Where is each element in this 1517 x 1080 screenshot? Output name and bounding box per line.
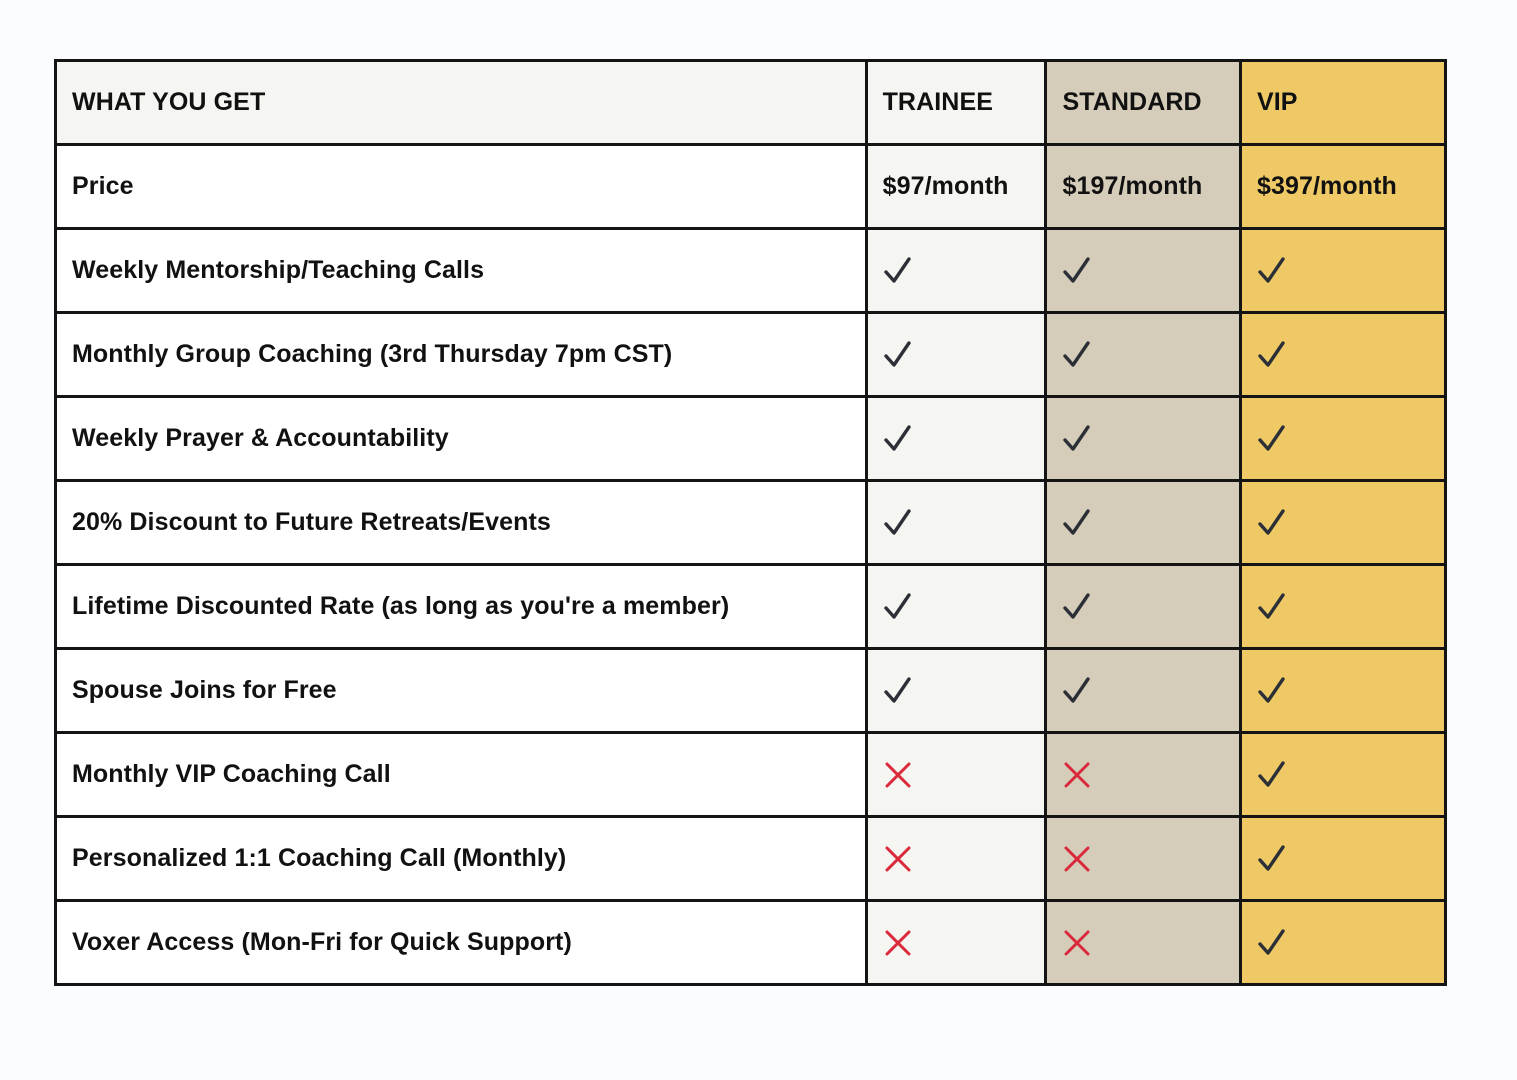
- feature-standard-cell: [1046, 313, 1241, 397]
- feature-label: Voxer Access (Mon-Fri for Quick Support): [56, 901, 867, 985]
- feature-standard-cell: [1046, 649, 1241, 733]
- feature-row: [56, 397, 1446, 481]
- check-icon: [1062, 340, 1092, 370]
- price-row: [56, 145, 1446, 229]
- feature-standard-cell: [1046, 817, 1241, 901]
- check-icon: [1257, 844, 1287, 874]
- feature-trainee-cell: [866, 565, 1046, 649]
- price-vip: $397/month: [1240, 145, 1445, 229]
- cross-icon: [883, 760, 913, 790]
- feature-label: 20% Discount to Future Retreats/Events: [56, 481, 867, 565]
- feature-vip-cell: [1240, 565, 1445, 649]
- feature-vip-cell: [1240, 397, 1445, 481]
- feature-row: [56, 733, 1446, 817]
- check-icon: [883, 256, 913, 286]
- check-icon: [1257, 340, 1287, 370]
- check-icon: [883, 424, 913, 454]
- feature-row: [56, 229, 1446, 313]
- header-vip: VIP: [1240, 61, 1445, 145]
- feature-vip-cell: [1240, 313, 1445, 397]
- header-trainee: TRAINEE: [866, 61, 1046, 145]
- feature-label: Personalized 1:1 Coaching Call (Monthly): [56, 817, 867, 901]
- check-icon: [883, 592, 913, 622]
- check-icon: [883, 340, 913, 370]
- feature-label: Monthly VIP Coaching Call: [56, 733, 867, 817]
- check-icon: [1257, 508, 1287, 538]
- feature-label: Weekly Mentorship/Teaching Calls: [56, 229, 867, 313]
- check-icon: [1257, 676, 1287, 706]
- feature-trainee-cell: [866, 313, 1046, 397]
- feature-vip-cell: [1240, 649, 1445, 733]
- feature-standard-cell: [1046, 229, 1241, 313]
- feature-trainee-cell: [866, 229, 1046, 313]
- header-standard: STANDARD: [1046, 61, 1241, 145]
- check-icon: [1062, 592, 1092, 622]
- price-trainee: $97/month: [866, 145, 1046, 229]
- feature-row: [56, 481, 1446, 565]
- feature-standard-cell: [1046, 481, 1241, 565]
- feature-label: Spouse Joins for Free: [56, 649, 867, 733]
- feature-row: [56, 817, 1446, 901]
- feature-row: [56, 313, 1446, 397]
- check-icon: [1257, 760, 1287, 790]
- cross-icon: [1062, 760, 1092, 790]
- feature-vip-cell: [1240, 733, 1445, 817]
- feature-label: Monthly Group Coaching (3rd Thursday 7pm CST): [56, 313, 867, 397]
- check-icon: [883, 508, 913, 538]
- feature-row: [56, 565, 1446, 649]
- feature-vip-cell: [1240, 901, 1445, 985]
- feature-vip-cell: [1240, 229, 1445, 313]
- check-icon: [1257, 256, 1287, 286]
- feature-row: [56, 901, 1446, 985]
- feature-standard-cell: [1046, 397, 1241, 481]
- cross-icon: [1062, 844, 1092, 874]
- feature-trainee-cell: [866, 817, 1046, 901]
- check-icon: [1062, 424, 1092, 454]
- pricing-comparison-table: [54, 59, 1447, 986]
- feature-standard-cell: [1046, 733, 1241, 817]
- price-label: Price: [56, 145, 867, 229]
- feature-standard-cell: [1046, 901, 1241, 985]
- check-icon: [1257, 424, 1287, 454]
- check-icon: [1062, 676, 1092, 706]
- feature-vip-cell: [1240, 481, 1445, 565]
- check-icon: [1257, 592, 1287, 622]
- header-what-you-get: WHAT YOU GET: [56, 61, 867, 145]
- price-standard: $197/month: [1046, 145, 1241, 229]
- feature-vip-cell: [1240, 817, 1445, 901]
- cross-icon: [883, 928, 913, 958]
- check-icon: [1257, 928, 1287, 958]
- check-icon: [1062, 256, 1092, 286]
- feature-label: Weekly Prayer & Accountability: [56, 397, 867, 481]
- header-row: [56, 61, 1446, 145]
- feature-label: Lifetime Discounted Rate (as long as you're a member): [56, 565, 867, 649]
- feature-standard-cell: [1046, 565, 1241, 649]
- check-icon: [1062, 508, 1092, 538]
- feature-row: [56, 649, 1446, 733]
- cross-icon: [883, 844, 913, 874]
- feature-trainee-cell: [866, 649, 1046, 733]
- cross-icon: [1062, 928, 1092, 958]
- feature-trainee-cell: [866, 901, 1046, 985]
- feature-trainee-cell: [866, 481, 1046, 565]
- feature-trainee-cell: [866, 733, 1046, 817]
- check-icon: [883, 676, 913, 706]
- feature-trainee-cell: [866, 397, 1046, 481]
